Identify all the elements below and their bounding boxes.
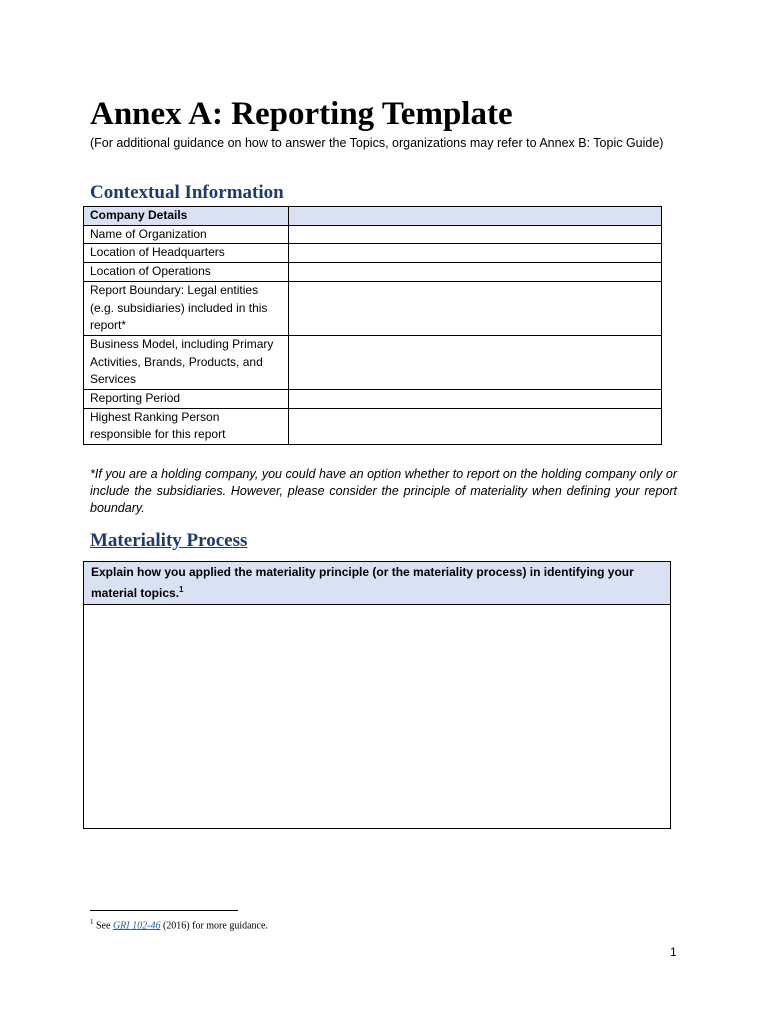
footnote-mark: 1 <box>90 918 94 926</box>
company-details-table <box>83 206 662 445</box>
gri-reference-link[interactable]: GRI 102-46 <box>112 920 161 932</box>
table-header-row <box>84 207 662 226</box>
value-cell-business-model[interactable] <box>289 335 662 389</box>
contextual-information-heading: Contextual Information <box>90 182 284 203</box>
materiality-process-box <box>83 561 671 829</box>
table-row <box>84 263 662 282</box>
value-cell-highest-ranking-person[interactable] <box>289 408 662 444</box>
value-cell-reporting-period[interactable] <box>289 390 662 409</box>
footnote-prefix: See <box>96 920 111 932</box>
footnote-suffix: (2016) for more guidance. <box>162 920 268 932</box>
value-cell-location-of-operations[interactable] <box>289 263 662 282</box>
row-label-location-of-headquarters: Location of Headquarters <box>84 244 289 263</box>
row-label-highest-ranking-person: Highest Ranking Person responsible for this report <box>84 408 289 444</box>
row-label-report-boundary: Report Boundary: Legal entities (e.g. subsidiaries) included in this report* <box>84 281 289 335</box>
table-row <box>84 335 662 389</box>
holding-company-note: *If you are a holding company, you could have an option whether to report on the holding company only or include the subsidiaries. However, please consider the principle of materiality when defining your report boundary. <box>90 467 677 515</box>
value-cell-report-boundary[interactable] <box>289 281 662 335</box>
company-details-header-value-cell[interactable] <box>289 207 662 226</box>
table-row <box>84 225 662 244</box>
materiality-process-heading: Materiality Process <box>90 530 248 551</box>
row-label-location-of-operations: Location of Operations <box>84 263 289 282</box>
table-row <box>84 244 662 263</box>
row-label-business-model: Business Model, including Primary Activities, Brands, Products, and Services <box>84 335 289 389</box>
materiality-prompt-text: Explain how you applied the materiality principle (or the materiality process) in identifying your material topics. <box>91 565 634 600</box>
value-cell-location-of-headquarters[interactable] <box>289 244 662 263</box>
table-row <box>84 390 662 409</box>
footnote <box>90 916 268 932</box>
footnote-separator <box>90 910 238 911</box>
materiality-answer-area[interactable] <box>84 605 670 833</box>
page-title: Annex A: Reporting Template <box>90 96 513 132</box>
page-number: 1 <box>670 945 677 959</box>
table-row <box>84 408 662 444</box>
row-label-reporting-period: Reporting Period <box>84 390 289 409</box>
row-label-name-of-organization: Name of Organization <box>84 225 289 244</box>
table-row <box>84 281 662 335</box>
value-cell-name-of-organization[interactable] <box>289 225 662 244</box>
page-subtitle: (For additional guidance on how to answer the Topics, organizations may refer to Annex B: Topic Guide) <box>90 136 664 150</box>
footnote-reference-mark: 1 <box>179 585 184 594</box>
company-details-header: Company Details <box>84 207 289 226</box>
materiality-prompt <box>84 562 670 605</box>
